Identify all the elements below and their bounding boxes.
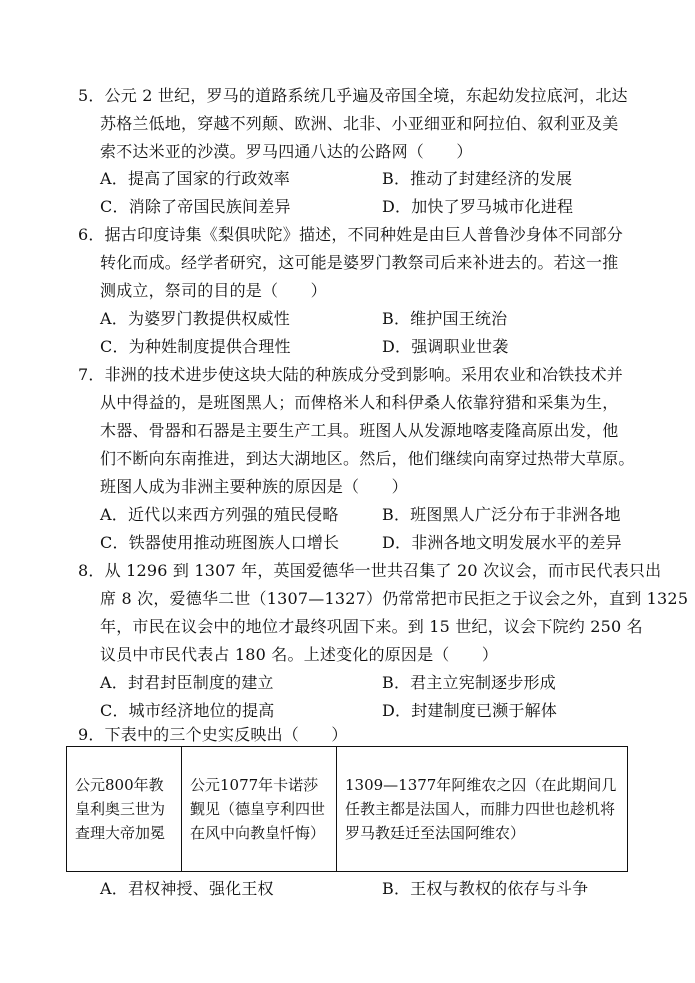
q8-stem-line-1: 8．从 1296 到 1307 年，英国爱德华一世共召集了 20 次议会，而市民代表只出 [78,561,662,580]
q5-option-a: A．提高了国家的行政效率 [100,169,290,188]
q7-stem-line-2: 从中得益的，是班图黑人；而俾格米人和科伊桑人依靠狩猎和采集为生， [100,393,619,412]
q6-option-d: D．强调职业世袭 [382,337,509,356]
q5-stem-line-3: 索不达米亚的沙漠。罗马四通八达的公路网（ ） [100,142,473,161]
q8-option-b: B．君主立宪制逐步形成 [382,673,556,692]
q5-option-b: B．推动了封建经济的发展 [382,169,573,188]
table-row [67,747,628,872]
q6-option-a: A．为婆罗门教提供权威性 [100,309,290,328]
q9-table-cell-1: 公元800年教皇利奥三世为查理大帝加冕 [67,747,182,872]
q7-stem-line-4: 们不断向东南推进，到达大湖地区。然后，他们继续向南穿过热带大草原。 [100,449,635,468]
q9-option-b: B．王权与教权的依存与斗争 [382,879,589,898]
q8-stem-line-4: 议员中市民代表占 180 名。上述变化的原因是（ ） [100,645,499,664]
q9-table [66,746,628,872]
q6-stem-line-3: 测成立，祭司的目的是（ ） [100,281,327,300]
q5-stem-line-2: 苏格兰低地，穿越不列颠、欧洲、北非、小亚细亚和阿拉伯、叙利亚及美 [100,114,619,133]
q8-option-a: A．封君封臣制度的建立 [100,673,274,692]
q7-stem-line-1: 7．非洲的技术进步使这块大陆的种族成分受到影响。采用农业和冶铁技术并 [78,365,623,384]
q9-table-cell-3: 1309—1377年阿维农之囚（在此期间几任教主都是法国人，而腓力四世也趁机将罗马教廷迁至法国阿维农） [337,747,628,872]
q7-stem-line-3: 木器、骨器和石器是主要生产工具。班图人从发源地喀麦隆高原出发，他 [100,421,619,440]
q5-stem-line-1: 5．公元 2 世纪，罗马的道路系统几乎遍及帝国全境，东起幼发拉底河，北达 [78,86,628,105]
q7-option-c: C．铁器使用推动班图族人口增长 [100,533,340,552]
q6-stem-line-1: 6．据古印度诗集《梨俱吠陀》描述，不同种姓是由巨人普鲁沙身体不同部分 [78,225,623,244]
q9-option-a: A．君权神授、强化王权 [100,879,274,898]
q5-option-d: D．加快了罗马城市化进程 [382,197,574,216]
q6-option-c: C．为种姓制度提供合理性 [100,337,291,356]
q7-option-a: A．近代以来西方列强的殖民侵略 [100,505,339,524]
q8-option-c: C．城市经济地位的提高 [100,701,275,720]
q6-option-b: B．维护国王统治 [382,309,508,328]
q8-option-d: D．封建制度已濒于解体 [382,701,558,720]
q6-stem-line-2: 转化而成。经学者研究，这可能是婆罗门教祭司后来补进去的。若这一推 [100,253,619,272]
q5-option-c: C．消除了帝国民族间差异 [100,197,291,216]
q7-option-b: B．班图黑人广泛分布于非洲各地 [382,505,621,524]
q7-stem-line-5: 班图人成为非洲主要种族的原因是（ ） [100,477,408,496]
q9-stem: 9．下表中的三个史实反映出（ ） [78,725,348,744]
q9-table-cell-2: 公元1077年卡诺莎觐见（德皇亨利四世在风中向教皇忏悔） [182,747,337,872]
q8-stem-line-2: 席 8 次，爱德华二世（1307—1327）仍常常把市民拒之于议会之外，直到 1325 [100,589,689,608]
q8-stem-line-3: 年，市民在议会中的地位才最终巩固下来。到 15 世纪，议会下院约 250 名 [100,617,643,636]
q7-option-d: D．非洲各地文明发展水平的差异 [382,533,622,552]
